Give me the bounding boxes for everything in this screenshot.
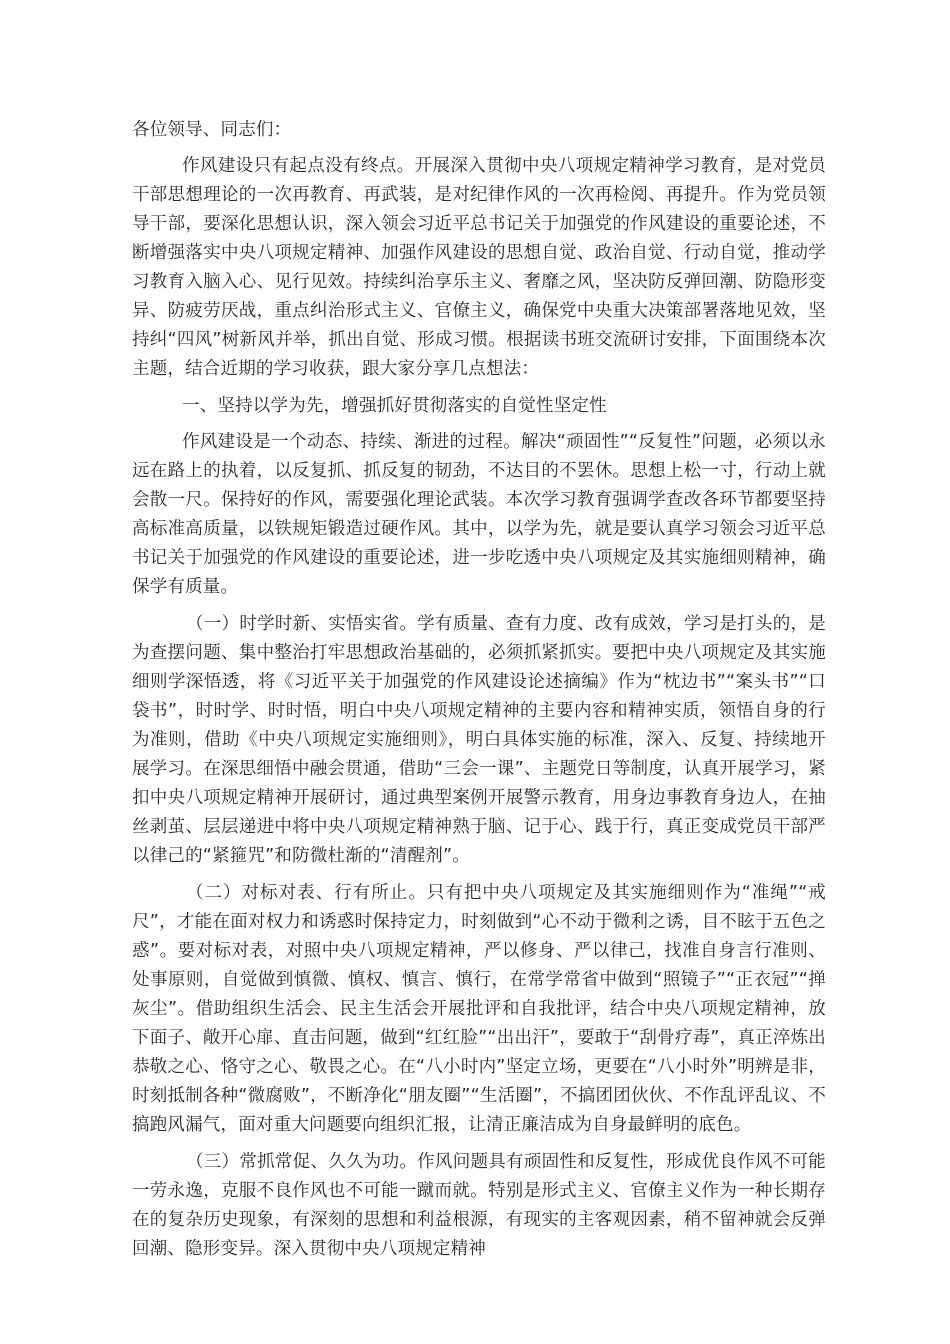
document-page	[132, 116, 826, 1272]
section-heading-1: 一、坚持以学为先，增强抓好贯彻落实的自觉性坚定性	[182, 396, 607, 416]
subsection-3-paragraph: （三）常抓常促、久久为功。作风问题具有顽固性和反复性，形成优良作风不可能一劳永逸，克服不良作风也不可能一蹴而就。特别是形式主义、官僚主义作为一种长期存在的复杂历史现象，有深刻的思想和利益根源，有现实的主客观因素，稍不留神就会反弹回潮、隐形变异。深入贯彻中央八项规定精神	[132, 1152, 826, 1259]
section-1-paragraph: 作风建设是一个动态、持续、渐进的过程。解决“顽固性”“反复性”问题，必须以永远在路上的执着，以反复抓、抓反复的韧劲，不达目的不罢休。思想上松一寸，行动上就会散一尺。保持好的作风，需要强化理论武装。本次学习教育强调学查改各环节都要坚持高标准高质量，以铁规矩锻造过硬作风。其中，以学为先，就是要认真学习领会习近平总书记关于加强党的作风建设的重要论述，进一步吃透中央八项规定及其实施细则精神，确保学有质量。	[132, 432, 826, 597]
salutation: 各位领导、同志们：	[132, 120, 292, 140]
subsection-1-paragraph: （一）时学时新、实悟实省。学有质量、查有力度、改有成效，学习是打头的，是为查摆问题、集中整治打牢思想政治基础的，必须抓紧抓实。要把中央八项规定及其实施细则学深悟透，将《习近平关于加强党的作风建设论述摘编》作为“枕边书”“案头书”“口袋书”，时时学、时时悟，明白中央八项规定精神的主要内容和精神实质，领悟自身的行为准则，借助《中央八项规定实施细则》，明白具体实施的标准，深入、反复、持续地开展学习。在深思细悟中融会贯通，借助“三会一课”、主题党日等制度，认真开展学习，紧扣中央八项规定精神开展研讨，通过典型案例开展警示教育，用身边事教育身边人，在抽丝剥茧、层层递进中将中央八项规定精神熟于脑、记于心、践于行，真正变成党员干部严以律己的“紧箍咒”和防微杜渐的“清醒剂”。	[132, 614, 826, 866]
intro-paragraph: 作风建设只有起点没有终点。开展深入贯彻中央八项规定精神学习教育，是对党员干部思想理论的一次再教育、再武装，是对纪律作风的一次再检阅、再提升。作为党员领导干部，要深化思想认识，深入领会习近平总书记关于加强党的作风建设的重要论述，不断增强落实中央八项规定精神、加强作风建设的思想自觉、政治自觉、行动自觉，推动学习教育入脑入心、见行见效。持续纠治享乐主义、奢靡之风，坚决防反弹回潮、防隐形变异、防疲劳厌战，重点纠治形式主义、官僚主义，确保党中央重大决策部署落地见效，坚持纠“四风”树新风并举，抓出自觉、形成习惯。根据读书班交流研讨安排，下面围绕本次主题，结合近期的学习收获，跟大家分享几点想法：	[132, 156, 826, 379]
subsection-2-paragraph: （二）对标对表、行有所止。只有把中央八项规定及其实施细则作为“准绳”“戒尺”，才能在面对权力和诱惑时保持定力，时刻做到“心不动于微利之诱，目不眩于五色之惑”。要对标对表，对照中央八项规定精神，严以修身、严以律己，找准自身言行准则、处事原则，自觉做到慎微、慎权、慎言、慎行，在常学常省中做到“照镜子”“正衣冠”“掸灰尘”。借助组织生活会、民主生活会开展批评和自我批评，结合中央八项规定精神，放下面子、敞开心扉、直击问题，做到“红红脸”“出出汗”，要敢于“刮骨疗毒”，真正淬炼出恭敬之心、恪守之心、敬畏之心。在“八小时内”坚定立场，更要在“八小时外”明辨是非，时刻抵制各种“微腐败”，不断净化“朋友圈”“生活圈”，不搞团团伙伙、不作乱评乱议、不搞跑风漏气，面对重大问题要向组织汇报，让清正廉洁成为自身最鲜明的底色。	[132, 883, 826, 1135]
